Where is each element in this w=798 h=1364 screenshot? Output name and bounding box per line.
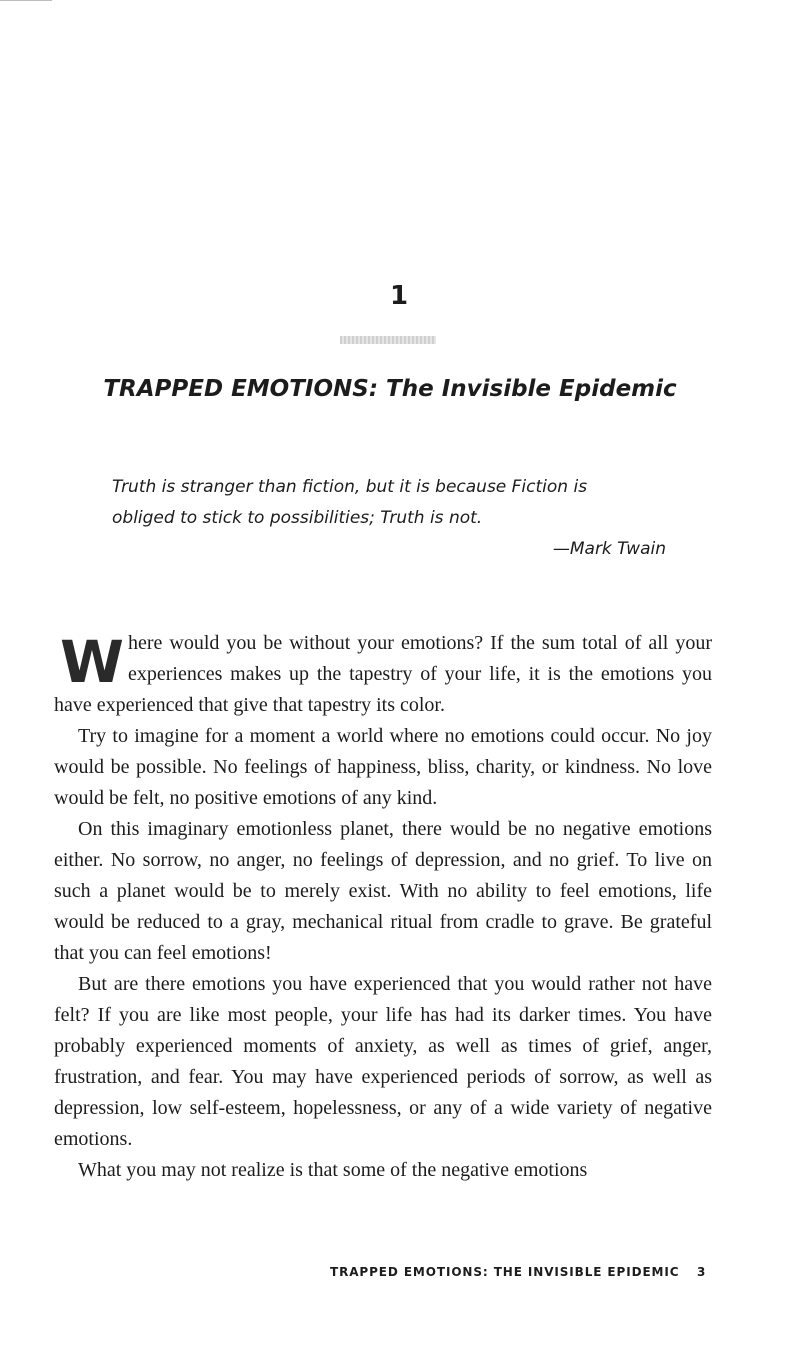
drop-cap: W (60, 628, 124, 696)
top-edge-rule (0, 0, 52, 1)
epigraph-attribution: —Mark Twain (552, 539, 666, 559)
body-text (54, 628, 712, 1186)
body-paragraph: Try to imagine for a moment a world where no emotions could occur. No joy would be possible. No feelings of happiness, bliss, charity, or kindness. No love would be felt, no positive emotions of any kind. (54, 725, 712, 809)
page-number: 3 (697, 1265, 706, 1279)
epigraph-line: obliged to stick to possibilities; Truth is not. (112, 508, 483, 528)
paragraph-text: here would you be without your emotions? If the sum total of all your experiences makes up the tapestry of your life, it is the emotions you have experienced that give that tapestry its color. (54, 632, 712, 716)
body-paragraph: But are there emotions you have experienced that you would rather not have felt? If you are like most people, your life has had its darker times. You have probably experienced moments of anxiety, as well as times of grief, anger, frustration, and fear. You may have experienced periods of sorrow, as well as depression, low self-esteem, hopelessness, or any of a wide variety of negative emotions. (54, 973, 712, 1150)
chapter-title: TRAPPED EMOTIONS: The Invisible Epidemic (103, 376, 677, 402)
body-paragraph (54, 628, 712, 721)
epigraph-line: Truth is stranger than fiction, but it is because Fiction is (112, 477, 588, 497)
chapter-number: 1 (389, 281, 409, 311)
body-paragraph: On this imaginary emotionless planet, there would be no negative emotions either. No sorrow, no anger, no feelings of depression, and no grief. To live on such a planet would be to merely exist. With no ability to feel emotions, life would be reduced to a gray, mechanical ritual from cradle to grave. Be grateful that you can feel emotions! (54, 818, 712, 964)
chapter-ornament (340, 336, 436, 344)
body-paragraph: What you may not realize is that some of the negative emotions (78, 1159, 588, 1181)
epigraph (112, 472, 672, 565)
running-head: TRAPPED EMOTIONS: THE INVISIBLE EPIDEMIC (330, 1265, 680, 1279)
